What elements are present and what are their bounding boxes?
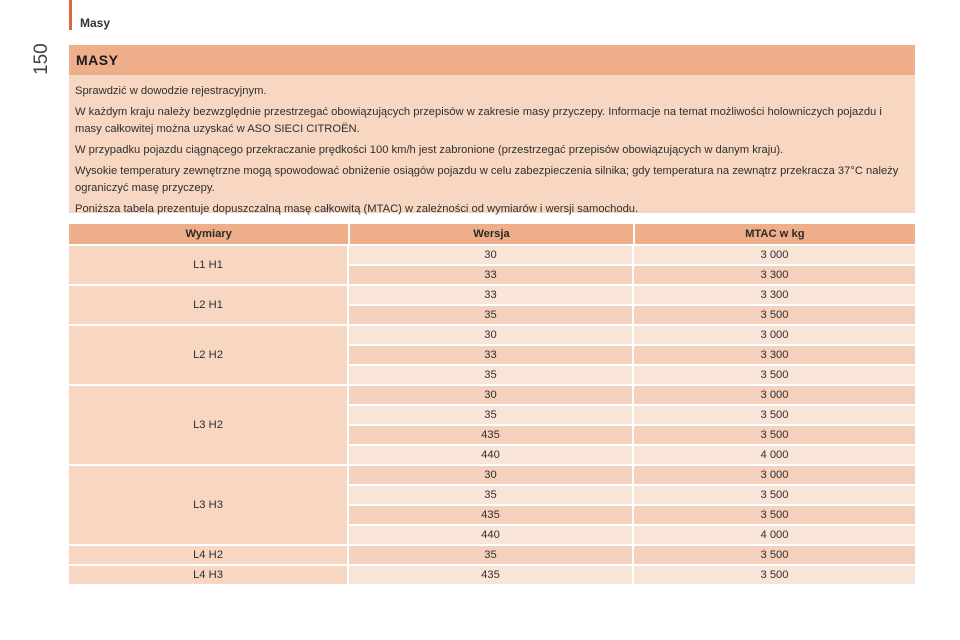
info-paragraph: W każdym kraju należy bezwzględnie przestrzegać obowiązujących przepisów w zakresie masy przyczepy. Informacje na temat możliwości holowniczych pojazdu i masy całkowitej można uzyskać w ASO SIECI CITROËN. <box>75 106 882 135</box>
table-row <box>347 386 915 404</box>
dimension-cell: L4 H3 <box>69 566 347 584</box>
table-group <box>69 466 915 544</box>
table-row <box>347 506 915 524</box>
mtac-cell: 4 000 <box>634 526 915 544</box>
dimension-cell: L4 H2 <box>69 546 347 564</box>
info-body <box>69 75 915 218</box>
table-header-row <box>69 224 915 244</box>
mtac-cell: 3 000 <box>634 386 915 404</box>
mtac-cell: 3 500 <box>634 366 915 384</box>
mtac-cell: 3 500 <box>634 306 915 324</box>
info-paragraph: W przypadku pojazdu ciągnącego przekraczanie prędkości 100 km/h jest zabronione (przestrzegać przepisów obowiązujących w danym kraju). <box>75 144 784 156</box>
mtac-cell: 3 500 <box>634 506 915 524</box>
version-cell: 30 <box>349 246 632 264</box>
page-header-title: Masy <box>80 16 111 30</box>
version-cell: 33 <box>349 346 632 364</box>
version-cell: 35 <box>349 306 632 324</box>
table-group <box>69 386 915 464</box>
table-group <box>69 246 915 284</box>
table-row <box>347 366 915 384</box>
table-row <box>347 526 915 544</box>
version-cell: 33 <box>349 266 632 284</box>
version-rows <box>347 546 915 564</box>
table-row <box>347 246 915 264</box>
version-cell: 35 <box>349 406 632 424</box>
version-rows <box>347 566 915 584</box>
table-row <box>347 566 915 584</box>
table-row <box>347 486 915 504</box>
version-cell: 35 <box>349 366 632 384</box>
info-paragraph: Wysokie temperatury zewnętrzne mogą spowodować obniżenie osiągów pojazdu w celu zabezpieczenia silnika; gdy temperatura na zewnątrz przekracza 37°C należy ograniczyć masę przyczepy. <box>75 165 899 194</box>
version-cell: 435 <box>349 426 632 444</box>
dimension-cell: L2 H2 <box>69 326 347 384</box>
mtac-cell: 3 000 <box>634 466 915 484</box>
mtac-cell: 3 000 <box>634 326 915 344</box>
table-row <box>347 346 915 364</box>
info-panel <box>69 45 915 213</box>
version-cell: 35 <box>349 546 632 564</box>
version-cell: 30 <box>349 326 632 344</box>
table-group <box>69 326 915 384</box>
mtac-cell: 3 300 <box>634 266 915 284</box>
version-cell: 30 <box>349 386 632 404</box>
table-row <box>347 326 915 344</box>
mass-table <box>69 224 915 584</box>
column-header-mtac: MTAC w kg <box>635 224 915 244</box>
info-heading: MASY <box>69 45 915 75</box>
version-cell: 33 <box>349 286 632 304</box>
mtac-cell: 3 500 <box>634 426 915 444</box>
version-rows <box>347 386 915 464</box>
mtac-cell: 3 500 <box>634 546 915 564</box>
version-cell: 30 <box>349 466 632 484</box>
table-group <box>69 566 915 584</box>
dimension-cell: L1 H1 <box>69 246 347 284</box>
dimension-cell: L3 H2 <box>69 386 347 464</box>
version-cell: 435 <box>349 566 632 584</box>
dimension-cell: L3 H3 <box>69 466 347 544</box>
section-accent-bar <box>69 0 72 30</box>
version-cell: 440 <box>349 526 632 544</box>
mtac-cell: 3 000 <box>634 246 915 264</box>
table-row <box>347 266 915 284</box>
table-row <box>347 306 915 324</box>
table-group <box>69 286 915 324</box>
mtac-cell: 4 000 <box>634 446 915 464</box>
table-row <box>347 466 915 484</box>
column-header-version: Wersja <box>350 224 632 244</box>
dimension-cell: L2 H1 <box>69 286 347 324</box>
version-cell: 440 <box>349 446 632 464</box>
info-paragraph: Poniższa tabela prezentuje dopuszczalną masę całkowitą (MTAC) w zależności od wymiarów i wersji samochodu. <box>75 203 639 215</box>
mtac-cell: 3 500 <box>634 406 915 424</box>
table-row <box>347 426 915 444</box>
version-rows <box>347 326 915 384</box>
mtac-cell: 3 300 <box>634 286 915 304</box>
version-cell: 35 <box>349 486 632 504</box>
page-number: 150 <box>31 43 52 75</box>
table-row <box>347 446 915 464</box>
table-row <box>347 286 915 304</box>
version-rows <box>347 466 915 544</box>
table-row <box>347 546 915 564</box>
table-row <box>347 406 915 424</box>
version-rows <box>347 246 915 284</box>
mtac-cell: 3 300 <box>634 346 915 364</box>
mtac-cell: 3 500 <box>634 486 915 504</box>
version-rows <box>347 286 915 324</box>
column-header-dimensions: Wymiary <box>69 224 348 244</box>
version-cell: 435 <box>349 506 632 524</box>
info-paragraph: Sprawdzić w dowodzie rejestracyjnym. <box>75 85 267 97</box>
mtac-cell: 3 500 <box>634 566 915 584</box>
table-group <box>69 546 915 564</box>
